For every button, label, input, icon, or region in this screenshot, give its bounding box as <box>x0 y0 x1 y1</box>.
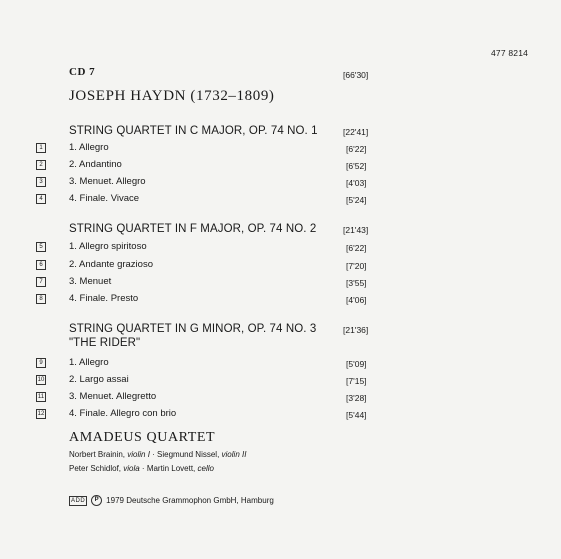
track-number-box: 10 <box>37 377 45 383</box>
track-title: 4. Finale. Presto <box>69 293 139 304</box>
track-duration: [4'06] <box>346 295 367 305</box>
members-line <box>69 464 214 473</box>
track-title: 2. Largo assai <box>69 374 129 385</box>
work-subtitle: "THE RIDER" <box>69 337 141 349</box>
member-role: violin I <box>127 450 150 459</box>
track-number-box: 1 <box>36 143 46 153</box>
work-title: STRING QUARTET IN G MINOR, OP. 74 NO. 3 <box>69 323 317 335</box>
track-duration: [4'03] <box>346 178 367 188</box>
member-name: · Siegmund Nissel, <box>149 450 222 459</box>
work-title: STRING QUARTET IN C MAJOR, OP. 74 NO. 1 <box>69 125 318 137</box>
track-title: 3. Menuet. Allegretto <box>69 391 157 402</box>
track-number-box: 5 <box>36 242 46 252</box>
member-role: viola <box>123 464 140 473</box>
track-number-box: 12 <box>37 411 45 417</box>
track-duration: [7'15] <box>346 376 367 386</box>
member-name: Norbert Brainin, <box>69 450 128 459</box>
track-duration: [5'44] <box>346 410 367 420</box>
track-number-box: 7 <box>36 277 46 287</box>
track-title: 4. Finale. Allegro con brio <box>69 408 177 419</box>
copyright-text: 1979 Deutsche Grammophon GmbH, Hamburg <box>106 496 274 505</box>
track-duration: [6'52] <box>346 161 367 171</box>
track-title: 2. Andante grazioso <box>69 259 153 270</box>
adds-code-badge: ADD <box>71 497 86 504</box>
work-duration: [21'43] <box>343 225 369 235</box>
member-role: violin II <box>221 450 247 459</box>
track-number-box: 4 <box>36 194 46 204</box>
work-duration: [22'41] <box>343 127 369 137</box>
track-number-box: 9 <box>36 358 46 368</box>
track-title: 4. Finale. Vivace <box>69 193 140 204</box>
work-title: STRING QUARTET IN F MAJOR, OP. 74 NO. 2 <box>69 223 317 235</box>
track-duration: [6'22] <box>346 243 367 253</box>
total-duration: [66'30] <box>343 70 369 80</box>
member-role: cello <box>197 464 214 473</box>
track-duration: [5'24] <box>346 195 367 205</box>
member-name: · Martin Lovett, <box>139 464 198 473</box>
track-number-box: 3 <box>36 177 46 187</box>
track-number-box: 6 <box>36 260 46 270</box>
catalog-number: 477 8214 <box>491 48 529 58</box>
track-title: 1. Allegro <box>69 357 109 368</box>
track-title: 1. Allegro <box>69 142 109 153</box>
track-duration: [5'09] <box>346 359 367 369</box>
member-name: Peter Schidlof, <box>69 464 124 473</box>
track-duration: [7'20] <box>346 261 367 271</box>
composer-heading: JOSEPH HAYDN (1732–1809) <box>69 88 275 104</box>
track-number-box: 8 <box>36 294 46 304</box>
track-number-box: 11 <box>37 394 45 400</box>
cd-label: CD 7 <box>69 66 96 78</box>
track-duration: [3'55] <box>346 278 367 288</box>
track-title: 3. Menuet <box>69 276 112 287</box>
work-duration: [21'36] <box>343 325 369 335</box>
track-duration: [3'28] <box>346 393 367 403</box>
ensemble-name: AMADEUS QUARTET <box>69 430 216 445</box>
copyright-line <box>69 495 274 506</box>
track-duration: [6'22] <box>346 144 367 154</box>
track-title: 2. Andantino <box>69 159 122 170</box>
phonogram-copyright-icon: P <box>91 495 102 506</box>
track-title: 3. Menuet. Allegro <box>69 176 146 187</box>
members-line <box>69 450 246 459</box>
track-number-box: 2 <box>36 160 46 170</box>
track-title: 1. Allegro spiritoso <box>69 241 147 252</box>
